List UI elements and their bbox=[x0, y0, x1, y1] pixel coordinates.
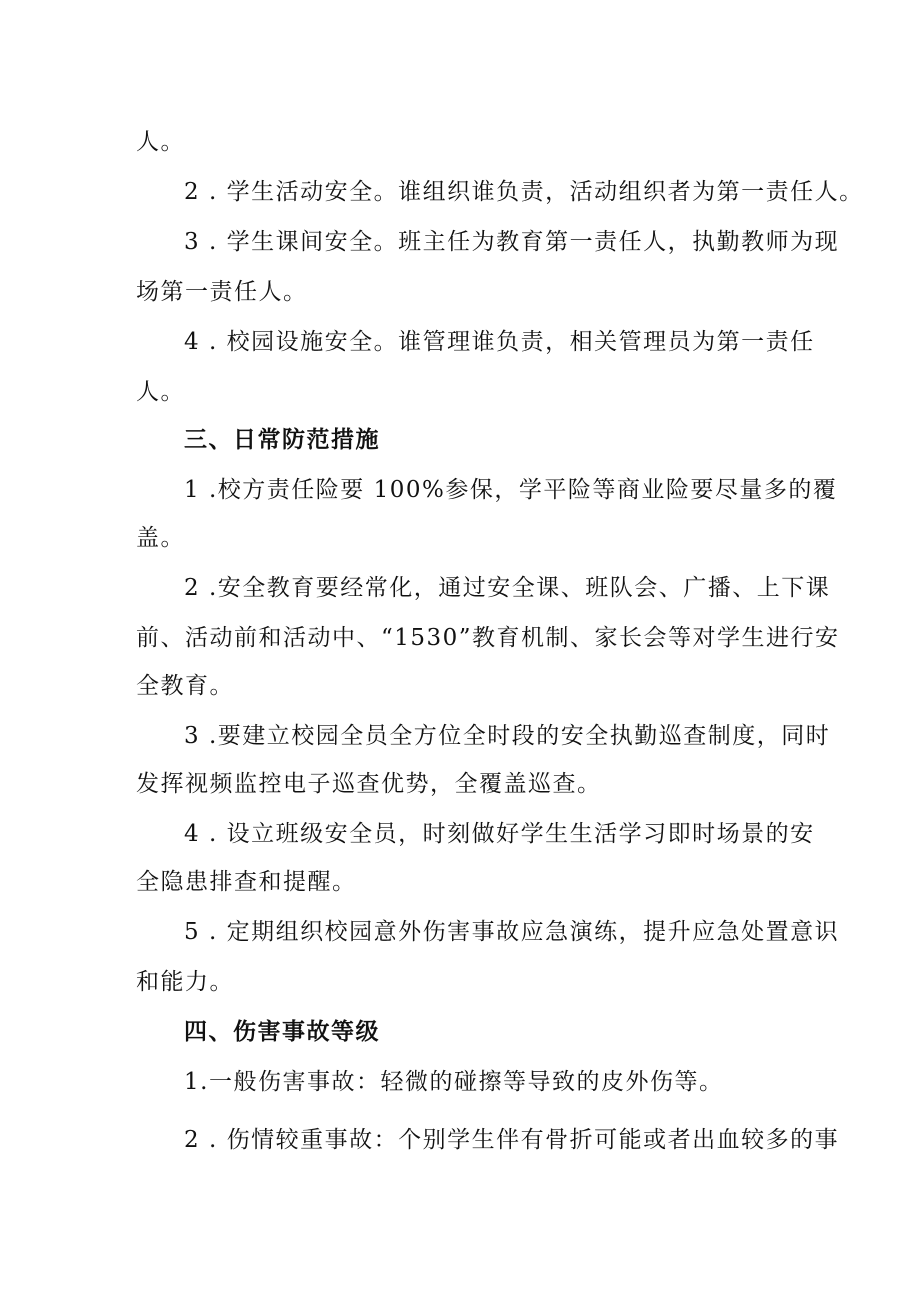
list-item: 2 . 伤情较重事故：个别学生伴有骨折可能或者出血较多的事 bbox=[184, 1127, 840, 1153]
text-line: 场第一责任人。 bbox=[136, 279, 308, 305]
list-item: 1.一般伤害事故：轻微的碰擦等导致的皮外伤等。 bbox=[184, 1069, 724, 1095]
text-line: 盖。 bbox=[136, 525, 185, 551]
text-line: 前、活动前和活动中、“1530”教育机制、家长会等对学生进行安 bbox=[136, 625, 840, 651]
list-item: 3 . 学生课间安全。班主任为教育第一责任人，执勤教师为现 bbox=[184, 229, 840, 255]
list-item: 4 . 校园设施安全。谁管理谁负责，相关管理员为第一责任 bbox=[184, 329, 815, 355]
list-item: 3 .要建立校园全员全方位全时段的安全执勤巡查制度，同时 bbox=[184, 723, 831, 749]
list-item: 5 . 定期组织校园意外伤害事故应急演练，提升应急处置意识 bbox=[184, 919, 840, 945]
list-item: 2 . 学生活动安全。谁组织谁负责，活动组织者为第一责任人。 bbox=[184, 179, 864, 205]
text-line: 全隐患排查和提醒。 bbox=[136, 869, 357, 895]
section-heading: 三、日常防范措施 bbox=[184, 426, 380, 453]
list-item: 4 . 设立班级安全员，时刻做好学生生活学习即时场景的安 bbox=[184, 821, 815, 847]
list-item: 1 .校方责任险要 100%参保，学平险等商业险要尽量多的覆 bbox=[184, 477, 838, 503]
section-heading: 四、伤害事故等级 bbox=[184, 1018, 380, 1045]
text-line: 和能力。 bbox=[136, 969, 234, 995]
list-item: 2 .安全教育要经常化，通过安全课、班队会、广播、上下课 bbox=[184, 575, 831, 601]
text-line: 人。 bbox=[136, 379, 185, 405]
text-line: 人。 bbox=[136, 129, 185, 155]
text-line: 全教育。 bbox=[136, 673, 234, 699]
text-line: 发挥视频监控电子巡查优势，全覆盖巡查。 bbox=[136, 771, 602, 797]
